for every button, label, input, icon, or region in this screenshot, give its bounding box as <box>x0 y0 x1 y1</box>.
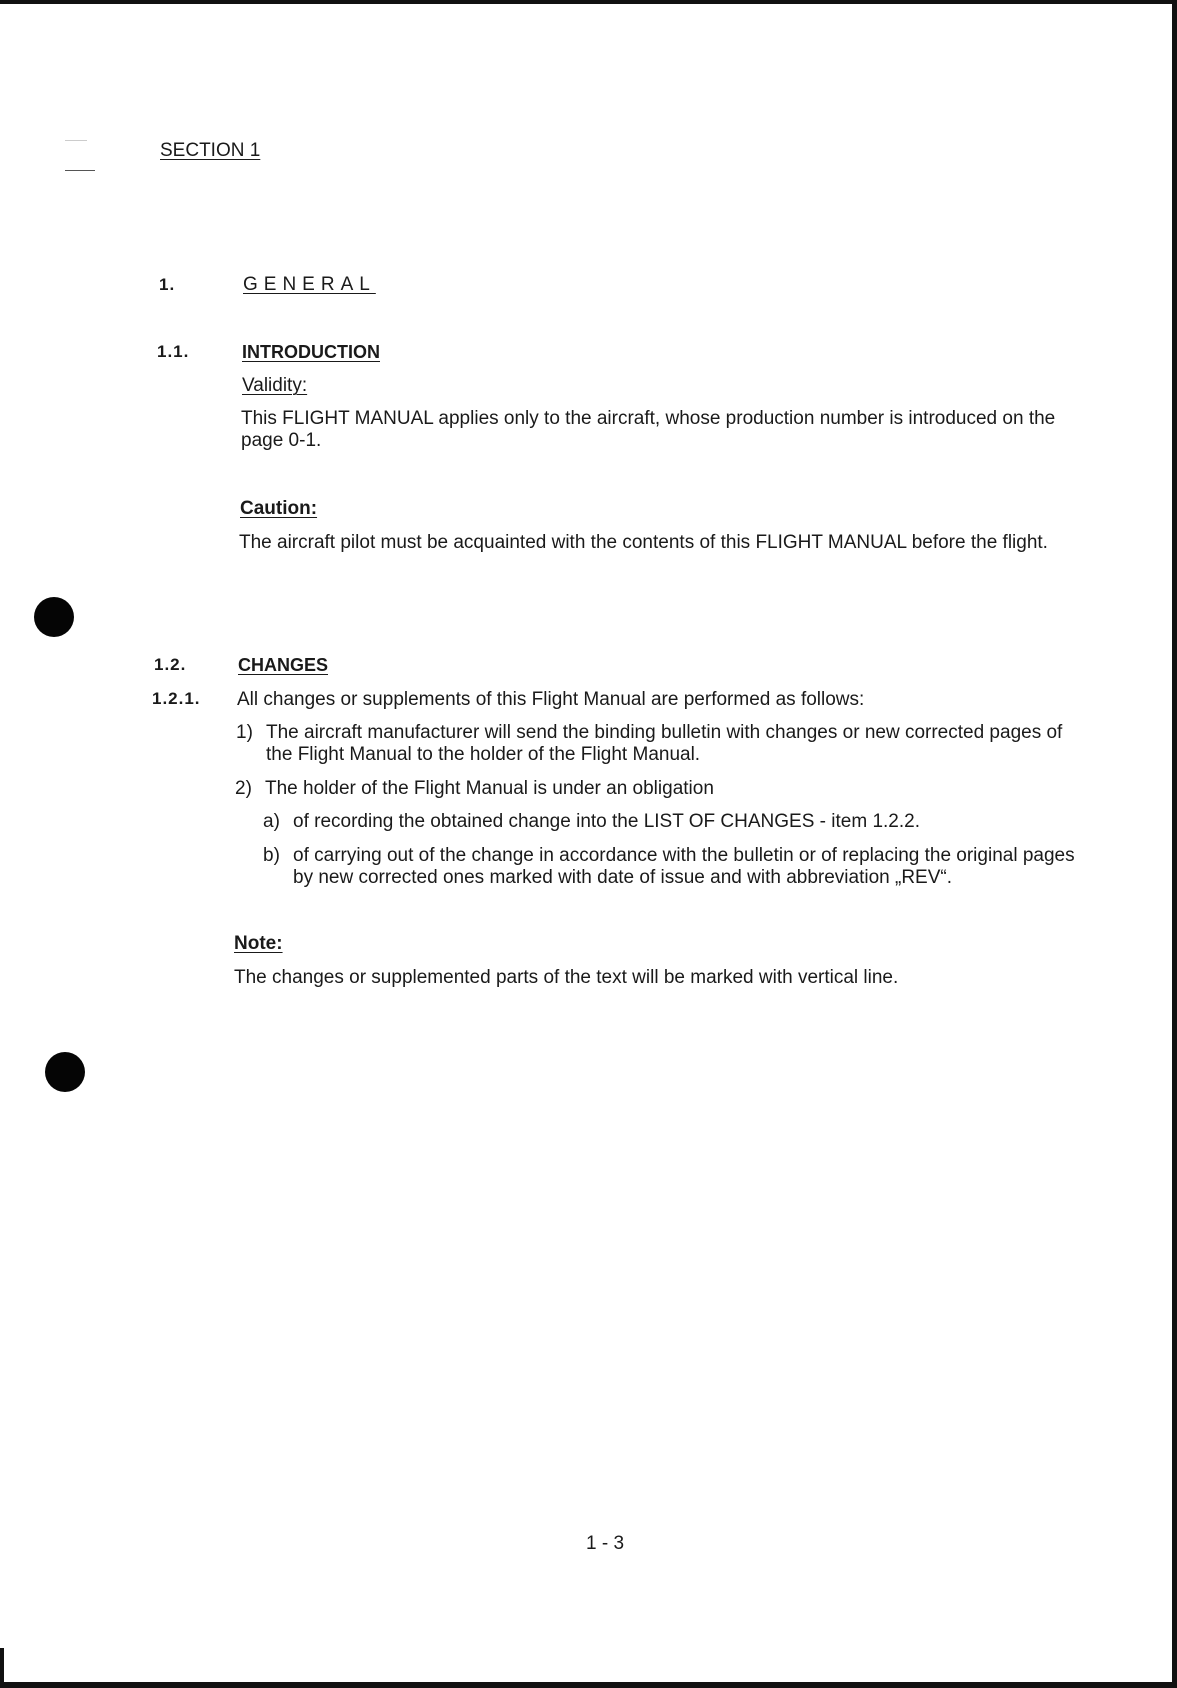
heading-changes: CHANGES <box>238 655 329 675</box>
heading-number: 1.1. <box>157 342 190 361</box>
punch-hole <box>45 1052 85 1092</box>
punch-hole <box>34 597 74 637</box>
list-marker: a) <box>263 811 280 832</box>
scan-edge-right <box>1172 0 1177 1688</box>
list-marker: 2) <box>235 778 252 799</box>
list-item-2: The holder of the Flight Manual is under an obligation <box>265 778 714 799</box>
section-header: SECTION 1 <box>160 140 261 161</box>
list-marker: 1) <box>236 722 253 743</box>
list-marker: b) <box>263 845 280 866</box>
note-label: Note: <box>234 933 283 954</box>
margin-mark <box>65 140 87 141</box>
list-item-1: The aircraft manufacturer will send the binding bulletin with changes or new corrected pages of the Flight Manual to the holder of the Flight Manual. <box>266 722 1063 765</box>
scan-edge-left <box>0 1648 4 1688</box>
caution-label: Caution: <box>240 498 318 519</box>
list-item-2a: of recording the obtained change into the LIST OF CHANGES - item 1.2.2. <box>293 811 920 832</box>
scan-edge-bottom <box>0 1682 1177 1688</box>
caution-text: The aircraft pilot must be acquainted with the contents of this FLIGHT MANUAL before the flight. <box>239 532 1048 553</box>
list-item-2b: of carrying out of the change in accordance with the bulletin or of replacing the original pages by new corrected ones marked with date of issue and with abbreviation „REV“. <box>293 845 1075 888</box>
subheading-number: 1.2.1. <box>152 689 201 708</box>
margin-mark <box>65 170 95 171</box>
validity-text: This FLIGHT MANUAL applies only to the aircraft, whose production number is introduced on the page 0-1. <box>241 408 1056 451</box>
heading-number: 1.2. <box>154 655 187 674</box>
heading-general: GENERAL <box>243 274 376 295</box>
validity-label: Validity: <box>242 375 308 396</box>
changes-intro: All changes or supplements of this Flight Manual are performed as follows: <box>237 689 865 710</box>
scan-edge-top <box>0 0 1177 4</box>
heading-number: 1. <box>159 275 176 294</box>
note-text: The changes or supplemented parts of the text will be marked with vertical line. <box>234 967 899 988</box>
page-number: 1 - 3 <box>586 1533 625 1554</box>
heading-introduction: INTRODUCTION <box>242 342 380 362</box>
